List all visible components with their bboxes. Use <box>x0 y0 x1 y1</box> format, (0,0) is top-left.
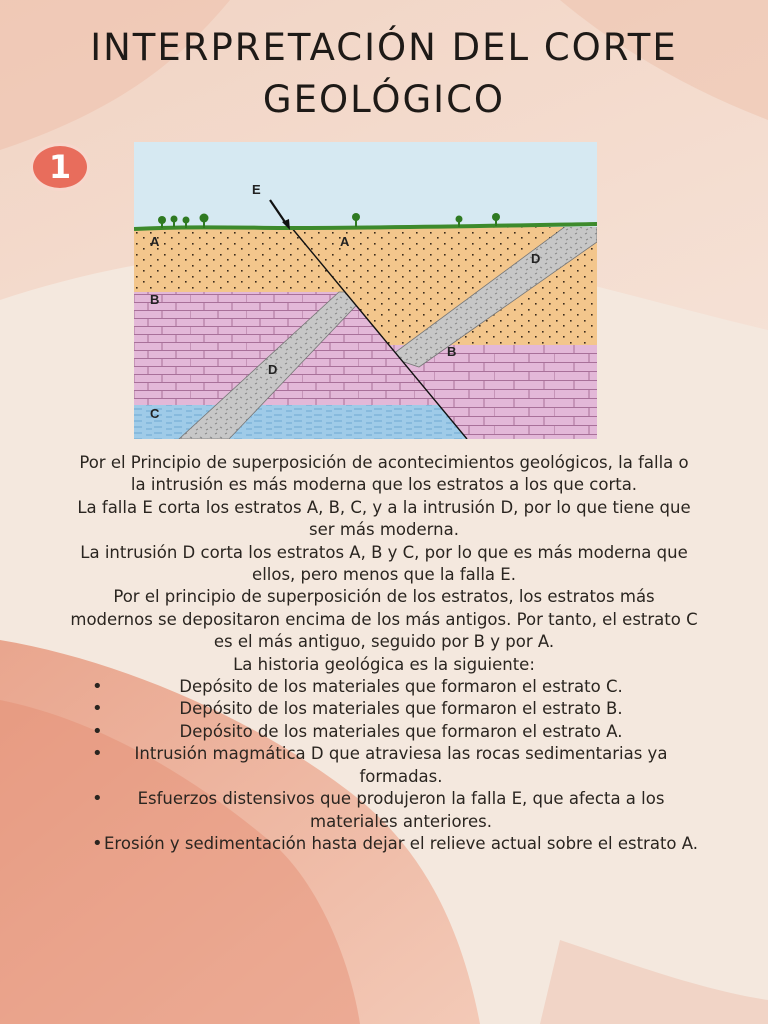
geological-history-list <box>70 676 698 855</box>
list-item: • Depósito de los materiales que formaron el estrato B. <box>70 698 698 720</box>
list-item: • Esfuerzos distensivos que produjeron la falla E, que afecta a los materiales anteriores. <box>70 788 698 833</box>
paragraph-fault-e: La falla E corta los estratos A, B, C, y a la intrusión D, por lo que tiene que ser más moderna. <box>77 497 691 540</box>
page-title <box>60 22 708 126</box>
list-item: • Depósito de los materiales que formaron el estrato C. <box>70 676 698 698</box>
label-a-right: A <box>340 234 350 249</box>
explanation-text <box>70 452 698 855</box>
list-item: • Erosión y sedimentación hasta dejar el relieve actual sobre el estrato A. <box>70 833 698 855</box>
label-b-left: B <box>150 292 160 307</box>
label-d-right: D <box>531 251 541 266</box>
list-item: • Intrusión magmática D que atraviesa las rocas sedimentarias ya formadas. <box>70 743 698 788</box>
paragraph-history-intro: La historia geológica es la siguiente: <box>233 654 535 674</box>
paragraph-superposition-events: Por el Principio de superposición de acontecimientos geológicos, la falla o la intrusión es más moderna que los estratos a los que corta. <box>79 453 689 495</box>
paragraph-superposition-strata: Por el principio de superposición de los estratos, los estratos más modernos se depositaron encima de los más antigos. Por tanto, el estrato C es el más antiguo, seguido por B y por A. <box>70 587 698 652</box>
paragraph-intrusion-d: La intrusión D corta los estratos A, B y C, por lo que es más moderna que ellos, pero menos que la falla E. <box>80 542 688 585</box>
section-number-badge: 1 <box>30 143 90 191</box>
label-d-left: D <box>268 362 278 377</box>
label-a-left: A <box>150 234 160 249</box>
label-e: E <box>252 182 261 197</box>
page-title-line-2: GEOLÓGICO <box>262 78 506 121</box>
label-b-right: B <box>447 344 457 359</box>
geological-cross-section-diagram <box>134 142 597 439</box>
list-item: • Depósito de los materiales que formaron el estrato A. <box>70 721 698 743</box>
page-title-line-1: INTERPRETACIÓN DEL CORTE <box>90 26 678 69</box>
label-c: C <box>150 406 160 421</box>
